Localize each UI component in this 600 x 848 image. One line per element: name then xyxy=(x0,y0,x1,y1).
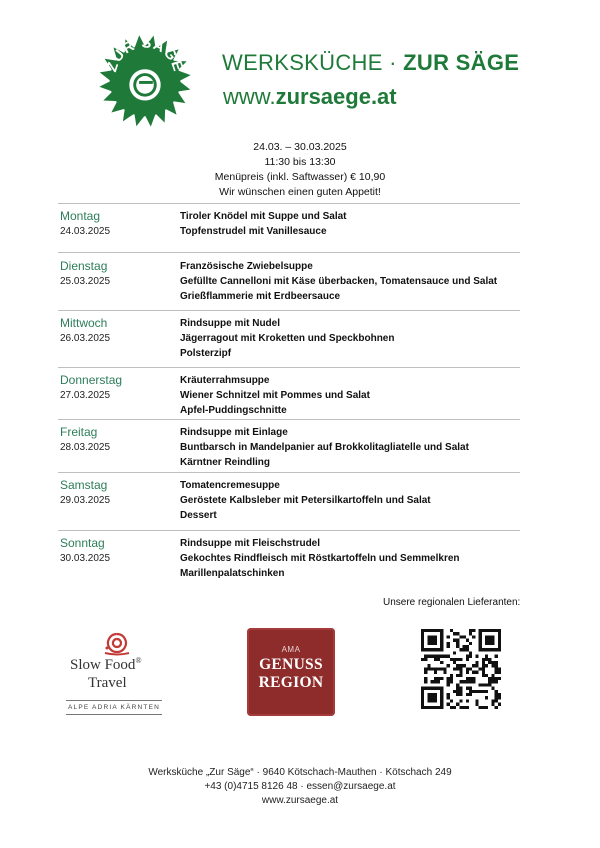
slow-food-rule-top xyxy=(66,700,162,701)
slow-food-reg: ® xyxy=(135,656,142,665)
dish-item: Rindsuppe mit Einlage xyxy=(180,427,288,438)
day-divider xyxy=(58,472,520,473)
day-name: Dienstag xyxy=(60,259,108,273)
slow-food-line2: Travel xyxy=(88,675,127,691)
day-divider xyxy=(58,530,520,531)
dish-list xyxy=(180,373,370,418)
date-range: 24.03. – 30.03.2025 xyxy=(253,141,347,153)
service-hours: 11:30 bis 13:30 xyxy=(264,156,336,168)
day-divider xyxy=(58,367,520,368)
dish-item: Buntbarsch in Mandelpanier auf Brokkolitagliatelle und Salat xyxy=(180,442,469,453)
day-date: 29.03.2025 xyxy=(60,495,111,506)
dish-item: Marillenpalatschinken xyxy=(180,568,285,579)
day-divider xyxy=(58,252,520,253)
day-date: 27.03.2025 xyxy=(60,390,111,401)
dish-item: Wiener Schnitzel mit Pommes und Salat xyxy=(180,390,370,401)
brand-url[interactable] xyxy=(223,84,397,110)
dish-item: Kräuterrahmsuppe xyxy=(180,375,270,386)
brand-title-light: WERKSKÜCHE · xyxy=(222,50,404,75)
logo-text: ZUR SÄGE xyxy=(104,35,186,74)
dish-item: Topfenstrudel mit Vanillesauce xyxy=(180,226,327,237)
snail-icon xyxy=(102,630,132,656)
saw-blade-logo xyxy=(96,30,194,128)
menu-price: Menüpreis (inkl. Saftwasser) € 10,90 xyxy=(214,171,386,183)
dish-item: Jägerragout mit Kroketten und Speckbohnen xyxy=(180,333,395,344)
dish-item: Französische Zwiebelsuppe xyxy=(180,261,313,272)
brand-title xyxy=(222,50,519,76)
dish-list xyxy=(180,316,394,361)
dish-item: Dessert xyxy=(180,510,217,521)
dish-item: Kärntner Reindling xyxy=(180,457,271,468)
day-date: 28.03.2025 xyxy=(60,442,111,453)
dish-list xyxy=(180,478,431,523)
dish-item: Grießflammerie mit Erdbeersauce xyxy=(180,291,341,302)
brand-url-prefix: www. xyxy=(223,84,276,109)
slow-food-line3: ALPE ADRIA KÄRNTEN xyxy=(67,704,161,711)
dish-item: Rindsuppe mit Fleischstrudel xyxy=(180,538,321,549)
footer-address: Werksküche „Zur Säge“ · 9640 Kötschach-Mauthen · Kötschach 249 xyxy=(148,767,452,778)
day-date: 25.03.2025 xyxy=(60,276,111,287)
ama-bot-text: REGION xyxy=(258,674,324,691)
day-name: Mittwoch xyxy=(60,316,108,330)
dish-item: Gefüllte Cannelloni mit Käse überbacken, Tomatensauce und Salat xyxy=(180,276,498,287)
dish-item: Polsterzipf xyxy=(180,348,232,359)
footer-contact[interactable]: +43 (0)4715 8126 48 · essen@zursaege.at xyxy=(204,781,396,792)
slow-food-rule-bottom xyxy=(66,714,162,715)
brand-url-domain: zursaege.at xyxy=(275,84,397,109)
dish-item: Gekochtes Rindfleisch mit Röstkartoffeln und Semmelkren xyxy=(180,553,460,564)
dish-item: Tiroler Knödel mit Suppe und Salat xyxy=(180,211,347,222)
day-divider xyxy=(58,419,520,420)
ama-mid-text: GENUSS xyxy=(259,656,323,673)
slow-food-line1: Slow Food xyxy=(70,657,136,673)
day-divider xyxy=(58,203,520,204)
brand-title-bold: ZUR SÄGE xyxy=(403,50,520,75)
day-name: Samstag xyxy=(60,478,108,492)
greeting: Wir wünschen einen guten Appetit! xyxy=(219,186,381,198)
day-date: 24.03.2025 xyxy=(60,226,111,237)
day-name: Sonntag xyxy=(60,536,105,550)
dish-list xyxy=(180,209,347,239)
ama-genuss-region-logo xyxy=(247,628,335,716)
ama-top-text: AMA xyxy=(281,645,301,654)
dish-item: Tomatencremesuppe xyxy=(180,480,280,491)
dish-item: Rindsuppe mit Nudel xyxy=(180,318,280,329)
slow-food-travel-logo xyxy=(66,630,166,720)
footer-website[interactable]: www.zursaege.at xyxy=(261,795,339,806)
qr-code[interactable] xyxy=(421,629,501,709)
dish-list xyxy=(180,259,497,304)
day-divider xyxy=(58,310,520,311)
dish-list xyxy=(180,536,460,581)
dish-list xyxy=(180,425,469,470)
day-date: 26.03.2025 xyxy=(60,333,111,344)
day-name: Donnerstag xyxy=(60,373,123,387)
day-name: Montag xyxy=(60,209,101,223)
day-name: Freitag xyxy=(60,425,98,439)
dish-item: Apfel-Puddingschnitte xyxy=(180,405,287,416)
suppliers-label: Unsere regionalen Lieferanten: xyxy=(383,597,521,608)
dish-item: Geröstete Kalbsleber mit Petersilkartoffeln und Salat xyxy=(180,495,431,506)
day-date: 30.03.2025 xyxy=(60,553,111,564)
